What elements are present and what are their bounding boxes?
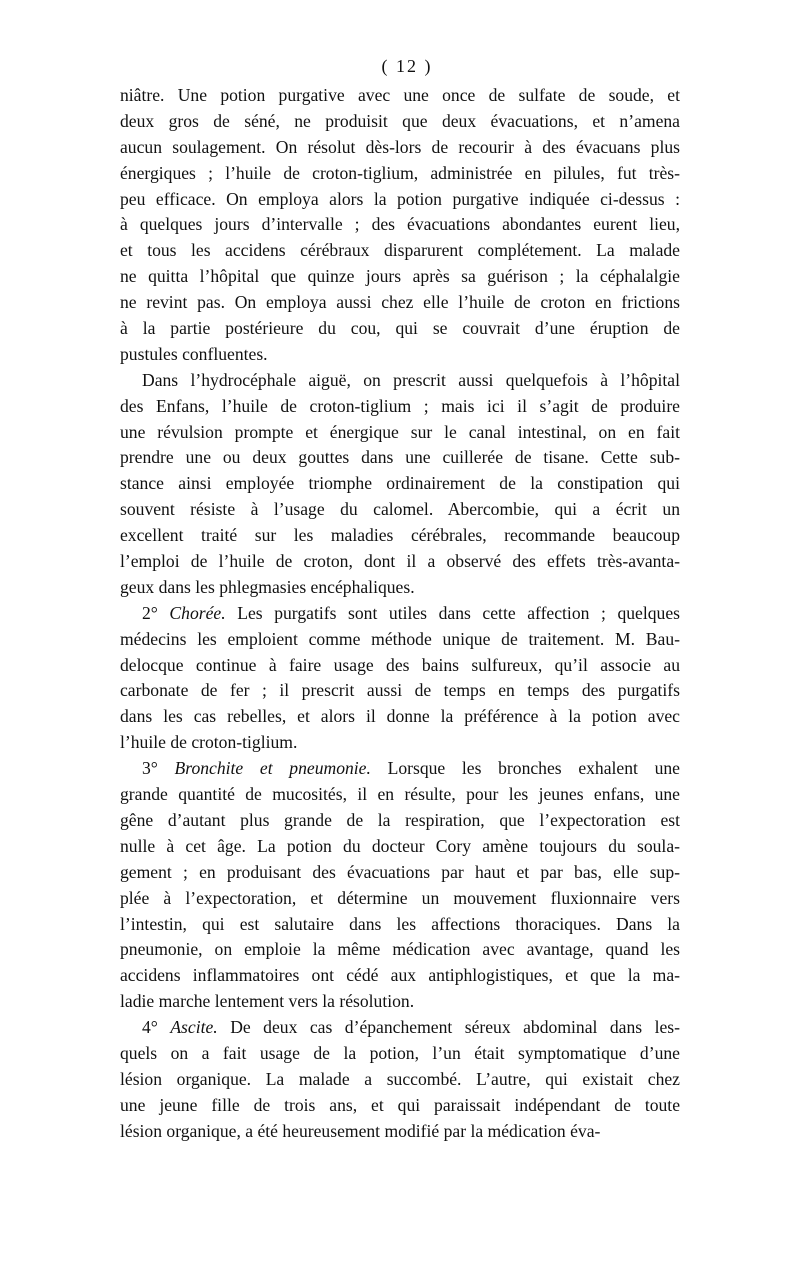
text-line: pustules confluentes.: [120, 343, 268, 364]
text-line: et tous les accidens cérébraux disparurent complétement. La malade: [120, 240, 680, 261]
section-heading: Ascite.: [170, 1017, 218, 1038]
text-line: lésion organique, a été heureusement modifié par la médication éva-: [120, 1120, 601, 1141]
paragraph: [120, 83, 680, 368]
text-line: à quelques jours d’intervalle ; des évacuations abondantes eurent lieu,: [120, 214, 680, 235]
text-line: peu efficace. On employa alors la potion purgative indiquée ci-dessus :: [120, 188, 680, 209]
text-line: Dans l’hydrocéphale aiguë, on prescrit aussi quelquefois à l’hôpital: [142, 369, 680, 390]
section-number: 3°: [142, 758, 175, 779]
text-line: accidens inflammatoires ont cédé aux antiphlogistiques, et que la ma-: [120, 965, 680, 986]
text-line: stance ainsi employée triomphe ordinairement de la constipation qui: [120, 473, 680, 494]
text-line: l’intestin, qui est salutaire dans les affections thoraciques. Dans la: [120, 913, 680, 934]
text-line: l’emploi de l’huile de croton, dont il a observé des effets très-avanta-: [120, 551, 680, 572]
text-line: niâtre. Une potion purgative avec une once de sulfate de soude, et: [120, 85, 680, 105]
text-line: grande quantité de mucosités, il en résulte, pour les jeunes enfans, une: [120, 784, 680, 805]
text-line: une jeune fille de trois ans, et qui paraissait indépendant de toute: [120, 1094, 680, 1115]
text-line: ladie marche lentement vers la résolution.: [120, 991, 415, 1012]
text-line: [120, 601, 680, 627]
section-number: 4°: [142, 1017, 171, 1038]
text-line: ne revint pas. On employa aussi chez elle l’huile de croton en frictions: [120, 292, 680, 313]
text-line: souvent résiste à l’usage du calomel. Abercombie, qui a écrit un: [120, 499, 680, 520]
text-line: nulle à cet âge. La potion du docteur Cory amène toujours du soula-: [120, 835, 680, 856]
text-body: [120, 83, 680, 1145]
text-line: delocque continue à faire usage des bains sulfureux, qu’il associe au: [120, 654, 680, 675]
paragraph: [120, 1015, 680, 1144]
text-line: l’huile de croton-tiglium.: [120, 732, 298, 753]
text-line: une révulsion prompte et énergique sur le canal intestinal, on en fait: [120, 421, 680, 442]
section-number: 2°: [142, 602, 170, 623]
text-line: prendre une ou deux gouttes dans une cuillerée de tisane. Cette sub-: [120, 447, 680, 468]
text-line: gement ; en produisant des évacuations par haut et par bas, elle sup-: [120, 861, 680, 882]
text-line: carbonate de fer ; il prescrit aussi de temps en temps des purgatifs: [120, 680, 680, 701]
text-line: ne quitta l’hôpital que quinze jours après sa guérison ; la céphalalgie: [120, 266, 680, 287]
book-page: [120, 56, 680, 1145]
text-line: [120, 756, 680, 782]
line-text: Les purgatifs sont utiles dans cette affection ; quelques: [237, 602, 681, 623]
text-line: lésion organique. La malade a succombé. L’autre, qui existait chez: [120, 1068, 680, 1089]
text-line: aucun soulagement. On résolut dès-lors de recourir à des évacuans plus: [120, 136, 680, 157]
text-line: à la partie postérieure du cou, qui se couvrait d’une éruption de: [120, 318, 680, 339]
line-text: De deux cas d’épanchement séreux abdominal dans les-: [230, 1017, 680, 1038]
text-line: pneumonie, on emploie la même médication avec avantage, quand les: [120, 939, 680, 960]
text-line: médecins les emploient comme méthode unique de traitement. M. Bau-: [120, 628, 680, 649]
text-line: quels on a fait usage de la potion, l’un était symptomatique d’une: [120, 1042, 680, 1063]
text-line: plée à l’expectoration, et détermine un mouvement fluxionnaire vers: [120, 887, 680, 908]
text-line: deux gros de séné, ne produisit que deux évacuations, et n’amena: [120, 110, 680, 131]
section-heading: Bronchite et pneumonie.: [174, 758, 371, 779]
line-text: Lorsque les bronches exhalent une: [387, 758, 680, 779]
text-line: dans les cas rebelles, et alors il donne la préférence à la potion avec: [120, 706, 680, 727]
text-line: geux dans les phlegmasies encéphaliques.: [120, 576, 415, 597]
paragraph: [120, 756, 680, 1015]
text-line: [120, 1015, 680, 1041]
text-line: gêne d’autant plus grande de la respiration, que l’expectoration est: [120, 809, 680, 830]
text-line: des Enfans, l’huile de croton-tiglium ; mais ici il s’agit de produire: [120, 395, 680, 416]
text-line: excellent traité sur les maladies cérébrales, recommande beaucoup: [120, 525, 680, 546]
section-heading: Chorée.: [169, 602, 226, 623]
paragraph: [120, 601, 680, 756]
text-line: énergiques ; l’huile de croton-tiglium, administrée en pilules, fut très-: [120, 162, 680, 183]
page-number: ( 12 ): [381, 56, 433, 76]
paragraph: [120, 368, 680, 601]
